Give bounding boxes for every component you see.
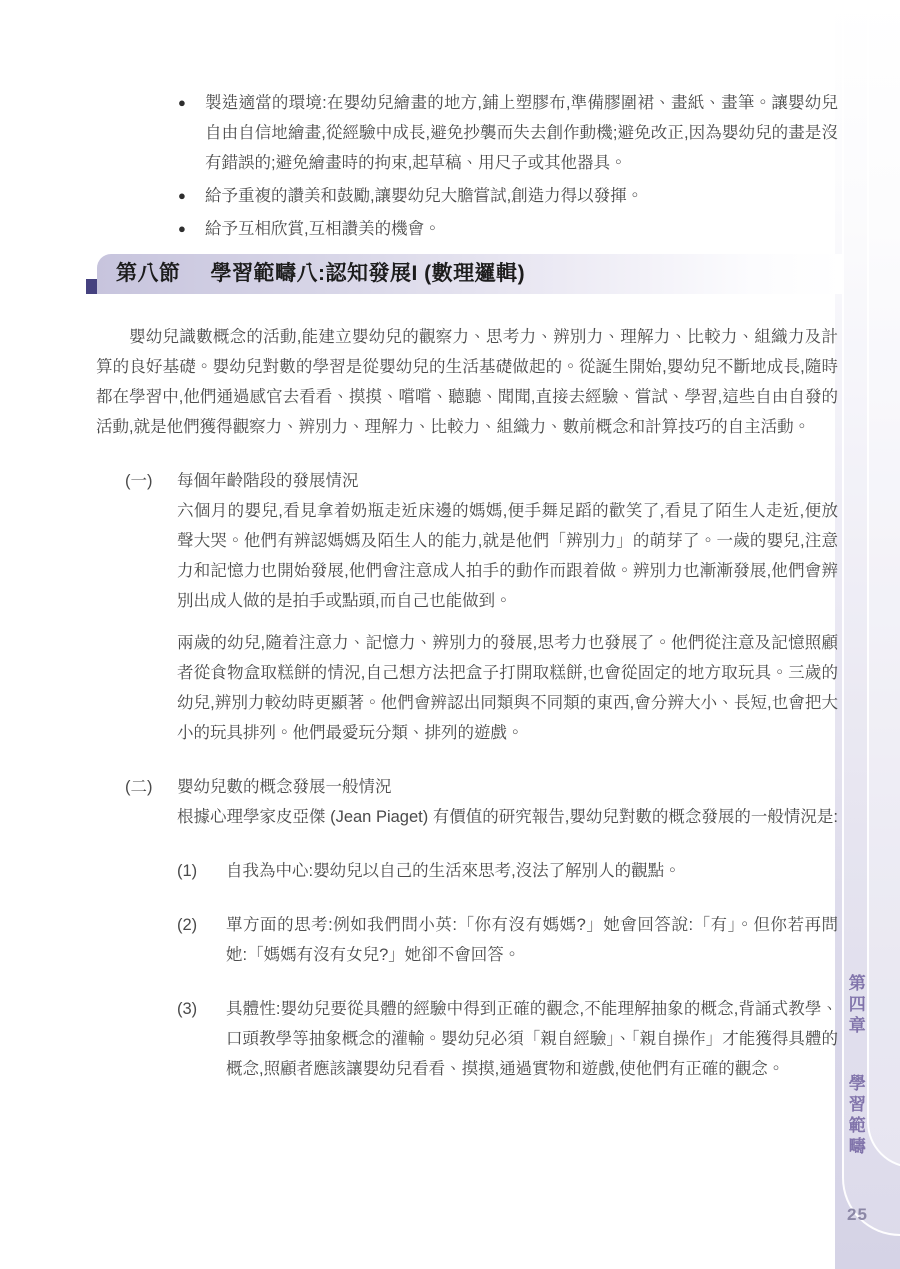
subsection-paragraph: 六個月的嬰兒,看見拿着奶瓶走近床邊的媽媽,便手舞足蹈的歡笑了,看見了陌生人走近,便放聲大哭。他們有辨認媽媽及陌生人的能力,就是他們「辨別力」的萌芽了。一歲的嬰兒,注意力和記憶力也開始發展,他們會注意成人拍手的動作而跟着做。辨別力也漸漸發展,他們會辨別出成人做的是拍手或點頭,而自己也能做到。 (177, 502, 838, 610)
page-number: 25 (847, 1205, 868, 1224)
numbered-item-text: 單方面的思考:例如我們問小英:「你有沒有媽媽?」她會回答說:「有」。但你若再問她:「媽媽有沒有女兒?」她卻不會回答。 (226, 916, 838, 964)
subsection-heading (125, 772, 838, 802)
chapter-number: 第四章 (845, 974, 865, 1037)
numbered-item-text: 自我為中心:嬰幼兒以自己的生活來思考,沒法了解別人的觀點。 (226, 862, 681, 880)
sidebar-arc-inner (867, 0, 900, 1168)
section-header-wrap (96, 254, 838, 294)
subsection-label: (一) (125, 472, 153, 490)
intro-paragraph: 嬰幼兒識數概念的活動,能建立嬰幼兒的觀察力、思考力、辨別力、理解力、比較力、組織力及計算的良好基礎。嬰幼兒對數的學習是從嬰幼兒的生活基礎做起的。從誕生開始,嬰幼兒不斷地成長,隨時都在學習中,他們通過感官去看看、摸摸、嚐嚐、聽聽、聞聞,直接去經驗、嘗試、學習,這些自由自發的活動,就是他們獲得觀察力、辨別力、理解力、比較力、組織力、數前概念和計算技巧的自主活動。 (96, 328, 838, 436)
subsection-title: 每個年齡階段的發展情況 (177, 472, 359, 490)
list-item-text: 製造適當的環境:在嬰幼兒繪畫的地方,鋪上塑膠布,準備膠圍裙、畫紙、畫筆。讓嬰幼兒自由自信地繪畫,從經驗中成長,避免抄襲而失去創作動機;避免改正,因為嬰幼兒的畫是沒有錯誤的;避免繪畫時的拘束,起草稿、用尺子或其他器具。 (205, 94, 838, 172)
chapter-section-title: 學習範疇 (845, 1074, 865, 1158)
numbered-item (177, 910, 838, 970)
bullet-list (96, 0, 838, 244)
subsection-label: (二) (125, 778, 153, 796)
list-item-text: 給予互相欣賞,互相讚美的機會。 (205, 220, 441, 238)
list-item (178, 214, 838, 244)
section-header (97, 254, 843, 294)
list-item-text: 給予重複的讚美和鼓勵,讓嬰幼兒大膽嘗試,創造力得以發揮。 (205, 187, 644, 205)
list-item (178, 181, 838, 211)
numbered-item-text: 具體性:嬰幼兒要從具體的經驗中得到正確的觀念,不能理解抽象的概念,背誦式教學、口頭教學等抽象概念的灌輸。嬰幼兒必須「親自經驗」、「親自操作」才能獲得具體的概念,照顧者應該讓嬰幼兒看看、摸摸,通過實物和遊戲,使他們有正確的觀念。 (226, 1000, 838, 1078)
chapter-tab (845, 974, 864, 1158)
section-number: 第八節 (116, 262, 181, 285)
section-accent-square (86, 279, 97, 294)
subsection-heading (125, 466, 838, 496)
subsection-paragraph: 兩歲的幼兒,隨着注意力、記憶力、辨別力的發展,思考力也發展了。他們從注意及記憶照顧者從食物盒取糕餅的情況,自己想方法把盒子打開取糕餅,也會從固定的地方取玩具。三歲的幼兒,辨別力較幼時更顯著。他們會辨認出同類與不同類的東西,會分辨大小、長短,也會把大小的玩具排列。他們最愛玩分類、排列的遊戲。 (177, 634, 838, 742)
bullet-icon: ● (178, 188, 186, 203)
subsection-two (96, 772, 838, 832)
numbered-item-label: (1) (177, 862, 198, 880)
bullet-icon: ● (178, 95, 186, 110)
subsection-one (96, 466, 838, 748)
numbered-item (177, 856, 838, 886)
main-content (96, 0, 838, 1084)
subsection-title: 嬰幼兒數的概念發展一般情況 (177, 778, 392, 796)
list-item (178, 88, 838, 178)
subsection-paragraph: 根據心理學家皮亞傑 (Jean Piaget) 有價值的研究報告,嬰幼兒對數的概念發展的一般情況是: (177, 808, 838, 826)
numbered-item (177, 994, 838, 1084)
numbered-item-label: (3) (177, 1000, 198, 1018)
chapter-sidebar (835, 0, 900, 1269)
bullet-icon: ● (178, 221, 186, 236)
section-title: 學習範疇八:認知發展I (數理邏輯) (210, 262, 526, 285)
numbered-item-label: (2) (177, 916, 198, 934)
